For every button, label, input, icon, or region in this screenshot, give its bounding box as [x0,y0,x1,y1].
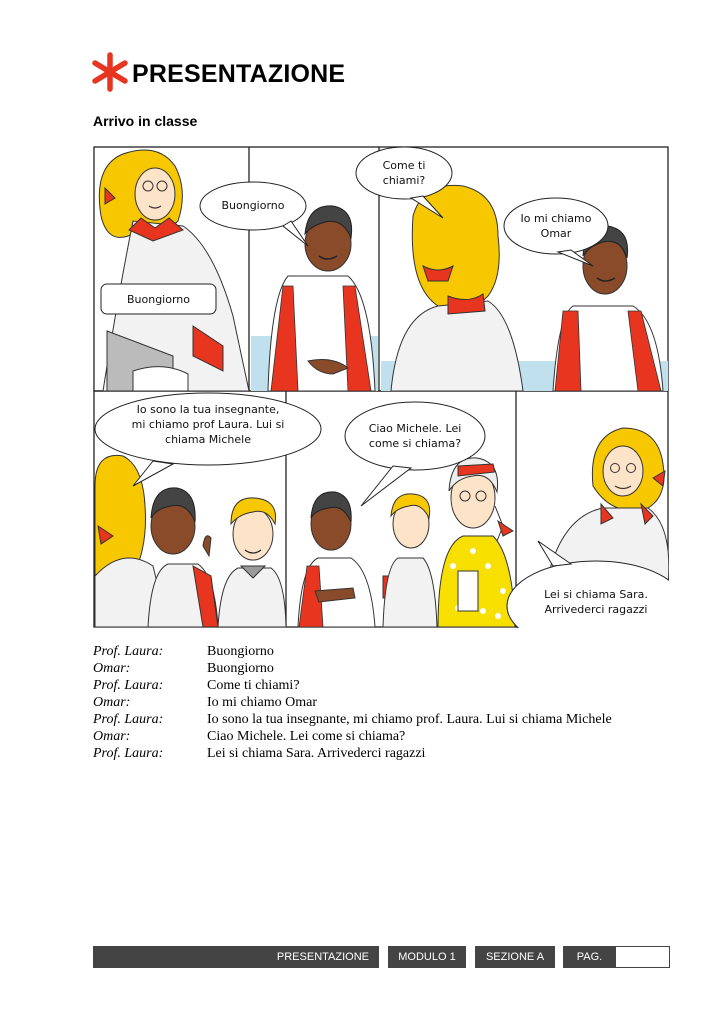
dialogue-row [93,745,693,762]
panel-4-figures [95,455,286,627]
bubble-text-7: Lei si chiama Sara. Arrivederci ragazzi [544,588,648,616]
dialogue-line: Buongiorno [207,644,274,659]
dialogue-speaker: Prof. Laura: [93,712,164,727]
bubble-text-3: Come ti chiami? [382,159,426,187]
bubble-text-2: Buongiorno [221,199,285,212]
dialogue-row [93,660,693,677]
asterisk-icon [90,52,130,92]
dialogue-row [93,711,693,728]
dialogue-line: Ciao Michele. Lei come si chiama? [207,729,406,744]
bubble-text-1: Buongiorno [126,293,191,306]
bubble-text-6: Ciao Michele. Lei come si chiama? [368,422,462,450]
panel-2-omar-figure [251,206,378,391]
footer-modulo: MODULO 1 [388,946,466,968]
bubble-text-5: Io sono la tua insegnante, mi chiamo prof Laura. Lui si chiama Michele [131,403,285,446]
comic-strip [93,146,669,628]
footer-pag-label: PAG. [563,946,616,968]
dialogue-line: Io mi chiamo Omar [207,695,318,710]
footer-sezione: SEZIONE A [475,946,555,968]
footer-page-number-box [615,946,670,968]
footer-section-name: PRESENTAZIONE [93,946,379,968]
dialogue-speaker: Prof. Laura: [93,644,164,659]
dialogue-row [93,694,693,711]
page-title: PRESENTAZIONE [132,60,346,88]
panel-5-figures [298,458,515,627]
dialogue-line: Io sono la tua insegnante, mi chiamo prof. Laura. Lui si chiama Michele [207,712,612,727]
dialogue-row [93,728,693,745]
dialogue-line: Come ti chiami? [207,678,300,693]
dialogue-speaker: Omar: [93,661,131,676]
dialogue-line: Buongiorno [207,661,274,676]
bubble-text-4: Io mi chiamo Omar [520,212,592,240]
dialogue-transcript [93,643,693,762]
dialogue-row [93,677,693,694]
dialogue-speaker: Prof. Laura: [93,678,164,693]
dialogue-speaker: Omar: [93,729,131,744]
section-subtitle: Arrivo in classe [93,113,198,129]
dialogue-line: Lei si chiama Sara. Arrivederci ragazzi [207,746,426,761]
dialogue-speaker: Prof. Laura: [93,746,164,761]
dialogue-row [93,643,693,660]
dialogue-speaker: Omar: [93,695,131,710]
